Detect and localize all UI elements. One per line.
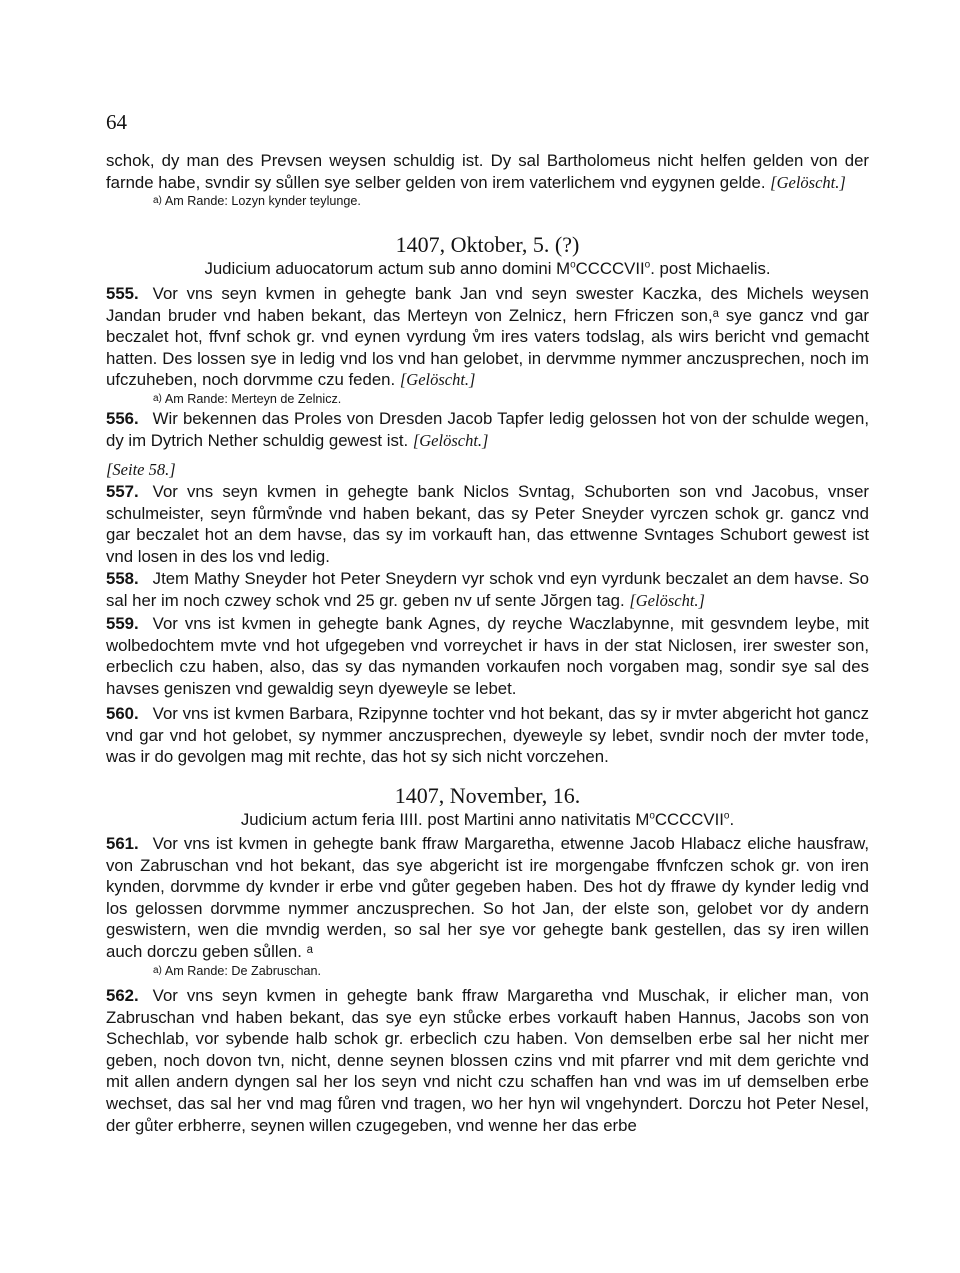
footnote: a) Am Rande: De Zabruschan. [153, 963, 322, 978]
entry-number: 559. [106, 614, 139, 633]
entry-text: 559. Vor vns ist kvmen in gehegte bank Agnes, dy reyche Waczlabynne, mit gesvndem leybe, mit wolbedochtem mvte vnd hot ufgegeben vnd vorreychet ir havs in der stat Niclosen, irer swester son, erbeclich czu haben, also, das sy das nymanden vorkaufen noch vorgaben mag, sondir sye sal des havses geniszen vnd gewaldig seyn dyeweyle se lebet. [106, 614, 869, 698]
entry-number: 560. [106, 704, 139, 723]
section-heading-1 [106, 232, 869, 280]
entry-text: 561. Vor vns ist kvmen in gehegte bank ffraw Margaretha, etwenne Jacob Hlabacz eliche hausfraw, von Zabruschan vnd hot bekant, das sye abgericht ist ire morgengabe ffvnfczen schok gr. von iren kynden, dorvmme dy kvnder ir erbe vnd gůter gegeben haben. Des hot dy ffrawe dy kynder ledig vnd los gelossen dorvmme nymmer anczusprechen. So hot Jan, der elste son, gelobet vor dy andern geswistern, wen die mvndig werden, so sal her sye vor gehegte bank gestellen, das sy iren willen auch dorczu geben sůllen. ᵃ [106, 834, 869, 961]
section-heading-2 [106, 783, 869, 831]
entry-number: 555. [106, 284, 139, 303]
entry-560 [106, 703, 869, 768]
page-number: 64 [106, 110, 127, 134]
entry-557 [106, 481, 869, 567]
entry-559 [106, 613, 869, 699]
entry-555 [106, 283, 869, 407]
intro-block [106, 150, 869, 209]
entry-text: 555. Vor vns seyn kvmen in gehegte bank Jan vnd seyn swester Kaczka, des Michels weysen Jandan bruder vnd haben bekant, das Merteyn von Zelnicz, hern Ffriczen son,ᵃ sye gancz vnd gar beczalet hot, ffvnf schok gr. vnd eynen vyrdung v̊m ires vaters todslag, als wirs bericht vnd gemacht hatten. Des lossen sye in ledig vnd los vnd han gelobet, in dervmme nymmer anczusprechen, noch im ufczuheben, noch dorvmme czu feden. [Gelöscht.] [106, 284, 869, 390]
entry-number: 558. [106, 569, 139, 588]
entry-number: 561. [106, 834, 139, 853]
footnote: a) Am Rande: Merteyn de Zelnicz. [153, 391, 342, 406]
entry-562 [106, 985, 869, 1136]
section-date: 1407, November, 16. [394, 783, 581, 808]
entry-561 [106, 833, 869, 979]
entry-text: 558. Jtem Mathy Sneyder hot Peter Sneydern vyr schok vnd eyn vyrdunk beczalet an dem havse. So sal her im noch czwey schok vnd 25 gr. geben nv uf sente Jŏrgen tag. [Gelöscht.] [106, 569, 869, 610]
entry-text: 562. Vor vns seyn kvmen in gehegte bank ffraw Margaretha vnd Muschak, ir elicher man, von Zabruschan vnd haben bekant, das sye eyn stůcke erbes vorkauft haben Hannus, Jacobs son von Schechlab, vor sybende halb schok gr. erbeclich czu haben. Von demselben erbe sal her nicht mer geben, noch dovon tvn, nicht, denne seynen blossen czins vnd mit pfarrer vnd mit dem gerichte vnd mit allen andern dyngen sal her los seyn vnd nicht czu schaffen han vnd was im uf demselben erbe wechset, das sal her vnd mag fůren vnd tragen, wo her hyn wil vngehyndert. Dorczu hot Peter Nesel, der gůter erbherre, seynen willen czugegeben, vnd wenne her das erbe [106, 986, 869, 1135]
entry-text: 556. Wir bekennen das Proles von Dresden Jacob Tapfer ledig gelossen hot von der schulde wegen, dy im Dytrich Nether schuldig gewest ist. [Gelöscht.] [106, 409, 869, 450]
status-note: [Gelöscht.] [770, 172, 846, 192]
entry-text: 560. Vor vns ist kvmen Barbara, Rzipynne tochter vnd hot bekant, das sy ir mvter abgericht hot gancz vnd gar vnd hot gelobet, sy nymmer anczusprechen, dyeweyle sy lebet, svndir noch der mvter tode, was ir do gevolgen mag mit rechte, das hot sy sich nicht vorczehen. [106, 704, 869, 767]
section-date: 1407, Oktober, 5. (?) [395, 232, 580, 257]
entry-number: 562. [106, 986, 139, 1005]
page-reference: [Seite 58.] [106, 460, 176, 479]
status-note: [Gelöscht.] [629, 590, 705, 610]
status-note: [Gelöscht.] [399, 370, 476, 390]
section-subtitle: Judicium actum feria IIII. post Martini anno nativitatis $M^oCCCCVII^o$. [240, 810, 735, 829]
status-note: [Gelöscht.] [412, 430, 489, 450]
entry-text: 557. Vor vns seyn kvmen in gehegte bank Niclos Svntag, Schuborten son vnd Jacobus, vnser schulmeister, seyn fůrmv̊nde vnd haben bekant, das sy Peter Sneyder vyrczen schok gr. gancz vnd gar beczalet hot an dem havse, das sy im vorkauft han, das ettwenne Svntages Schubort gewest ist vnd losen in des los vnd ledig. [106, 482, 869, 566]
entry-556 [106, 408, 869, 451]
intro-paragraph: schok, dy man des Prevsen weysen schuldig ist. Dy sal Bartholomeus nicht helfen gelden von der farnde habe, svndir sy sůllen sye selber gelden von irem vaterlichem vnd eygynen gelde. [Gelöscht.] [106, 151, 869, 192]
footnote: a) Am Rande: Lozyn kynder teylunge. [153, 194, 361, 209]
entry-number: 556. [106, 409, 139, 428]
entry-558 [106, 568, 869, 611]
entry-number: 557. [106, 482, 139, 501]
section-subtitle: Judicium aduocatorum actum sub anno domini $M^oCCCCVII^o$. post Michaelis. [204, 259, 771, 278]
